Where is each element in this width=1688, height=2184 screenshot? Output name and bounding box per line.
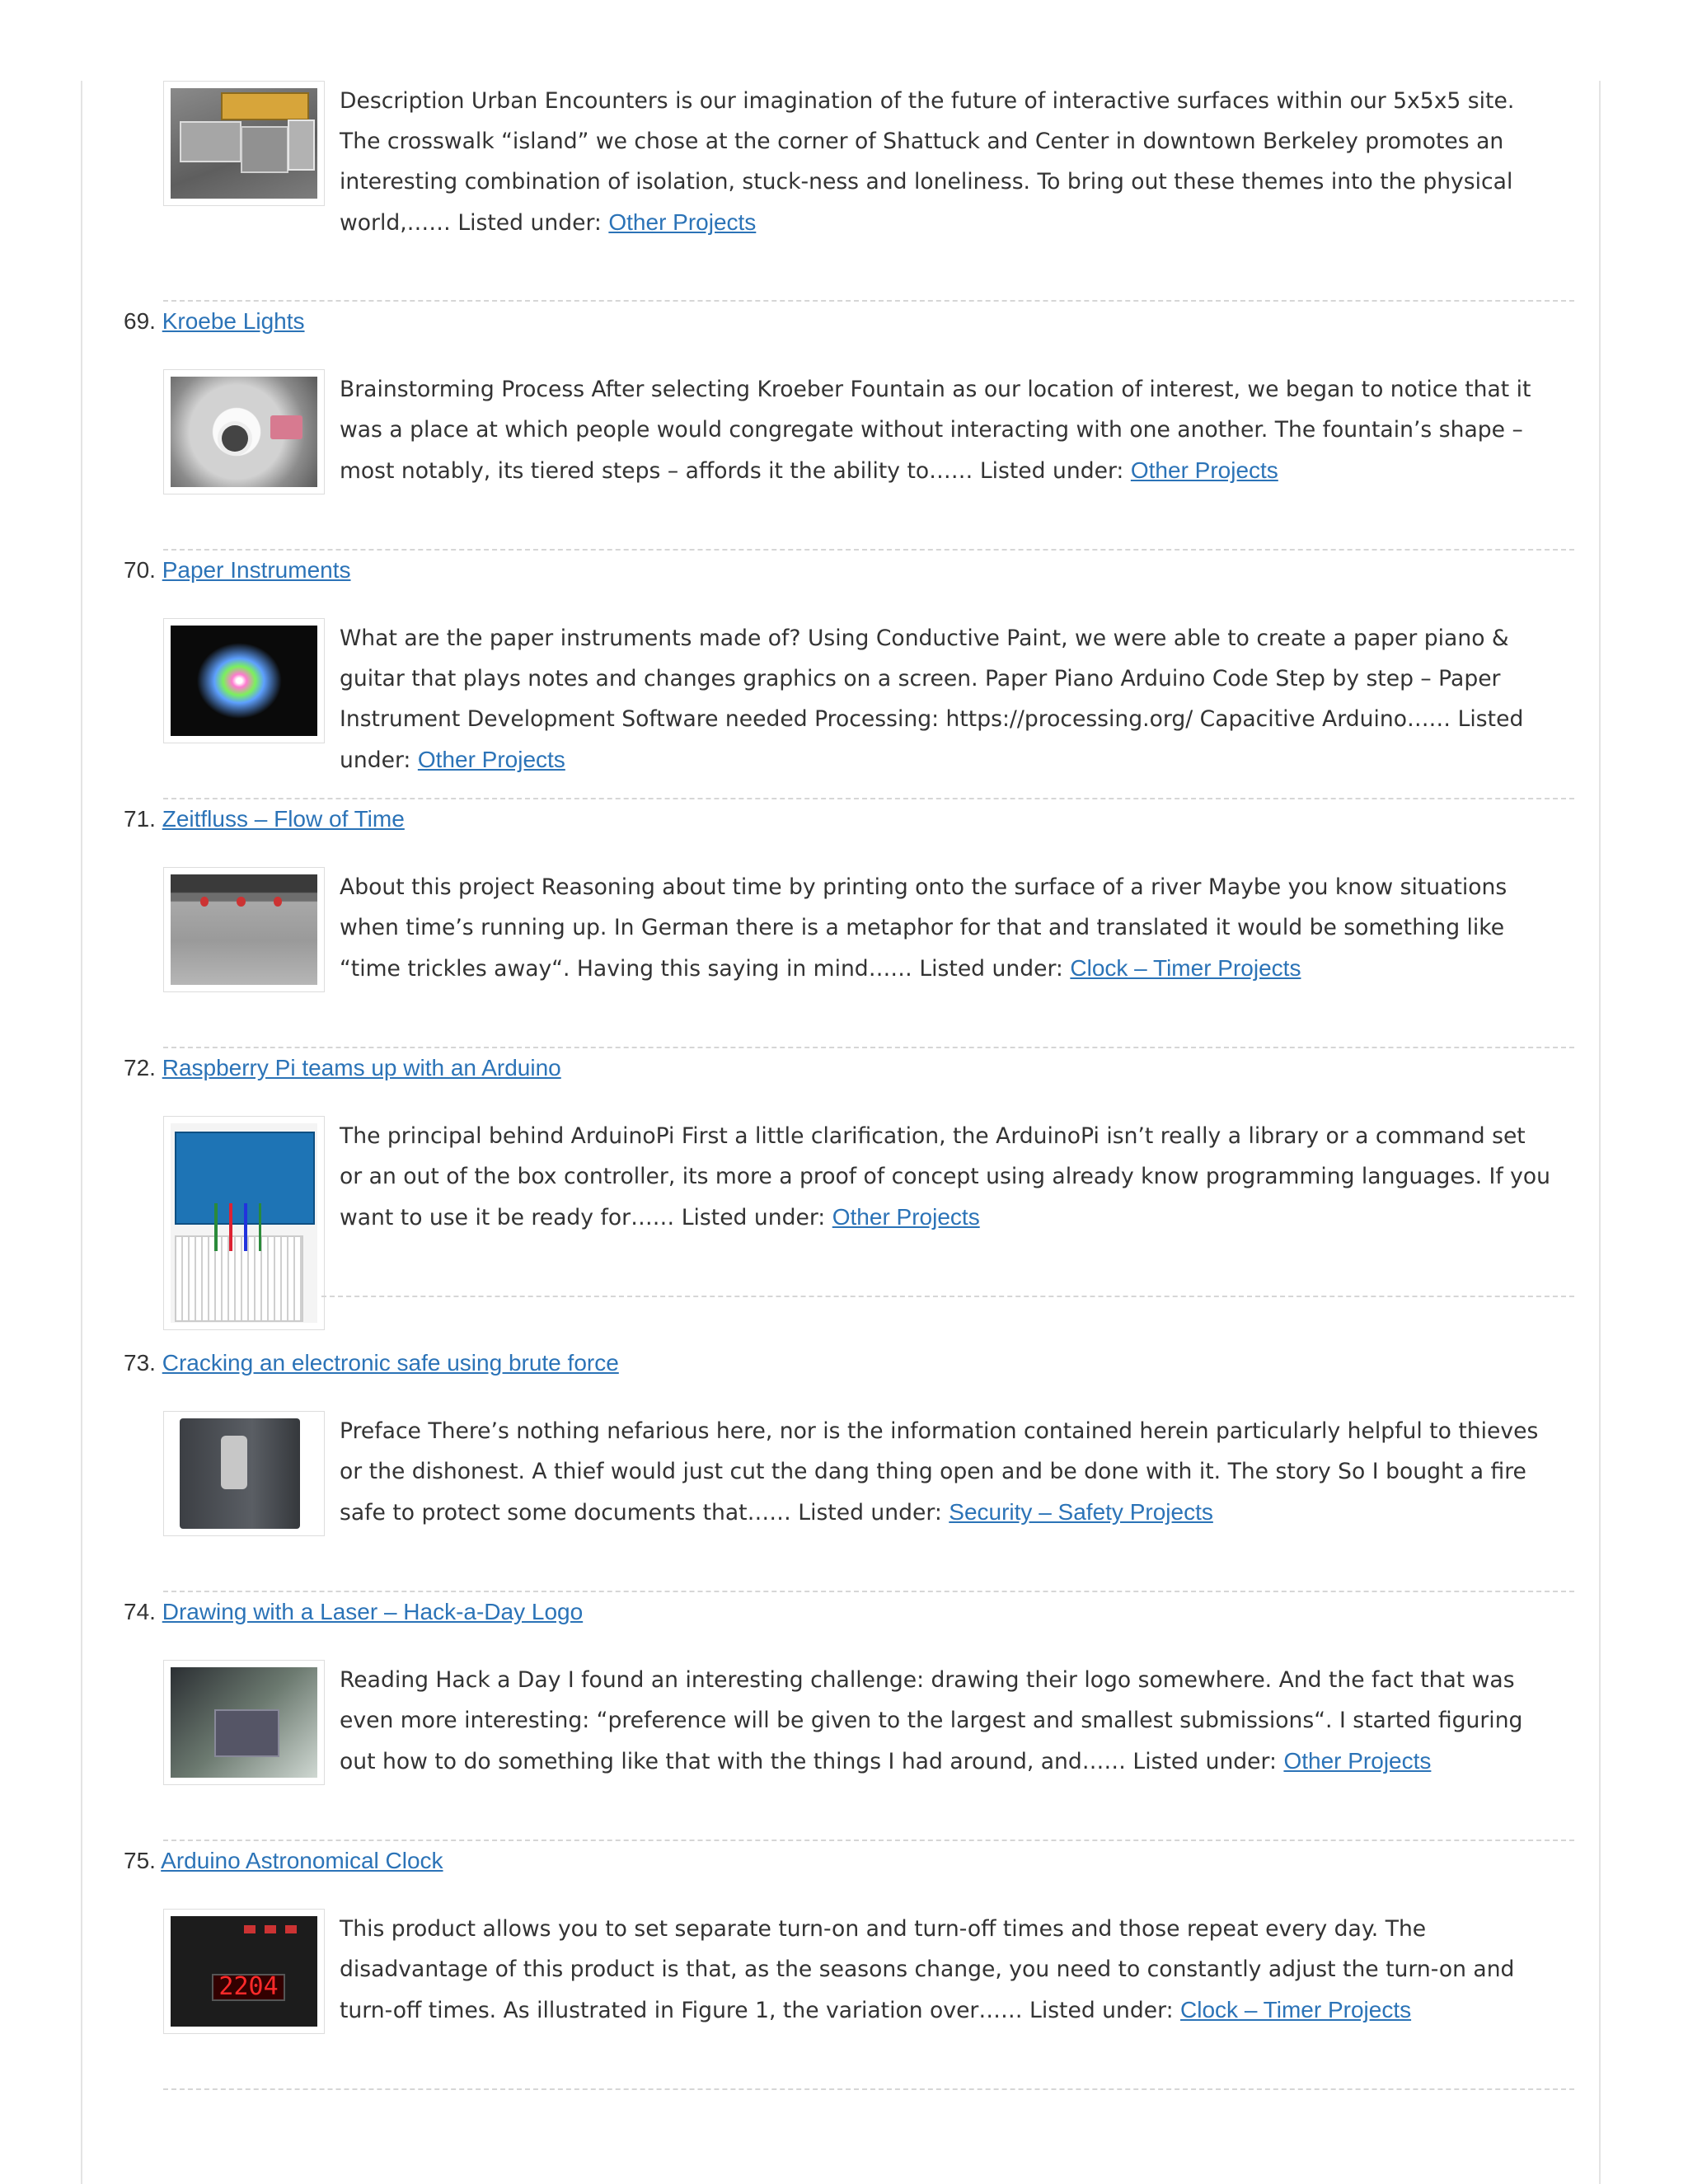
entry-number: 73. (124, 1350, 156, 1376)
project-title-link[interactable]: Arduino Astronomical Clock (161, 1848, 443, 1873)
project-description (340, 867, 1551, 989)
project-title-link[interactable]: Kroebe Lights (162, 308, 305, 334)
project-description (340, 1909, 1551, 2031)
entry-title (124, 804, 405, 834)
entry-title (124, 1597, 583, 1627)
project-thumbnail[interactable] (163, 369, 325, 494)
description-text: Reading Hack a Day I found an interesting challenge: drawing their logo somewhere. And the fact that was even more interesting: “preference will be given to the largest and smallest submissions“. I started figuring out how to do something like that with the things I had around, and…… Listed under: (340, 1667, 1523, 1774)
project-title-link[interactable]: Raspberry Pi teams up with an Arduino (162, 1055, 561, 1080)
entry-title (124, 1846, 443, 1876)
project-thumbnail[interactable] (163, 81, 325, 206)
project-description (340, 1411, 1551, 1533)
entry-number: 72. (124, 1055, 156, 1080)
project-title-link[interactable]: Paper Instruments (162, 557, 351, 583)
project-thumbnail[interactable] (163, 618, 325, 743)
electronic-safe-thumbnail (171, 1418, 317, 1529)
entry-title (124, 1348, 619, 1378)
description-text: The principal behind ArduinoPi First a little clarification, the ArduinoPi isn’t really a library or a command set or an out of the box controller, its more a proof of concept using already know programming languages. If you want to use it be ready for…… Listed under: (340, 1123, 1551, 1230)
urban-encounters-thumbnail (171, 88, 317, 199)
category-link[interactable]: Security – Safety Projects (949, 1499, 1213, 1525)
kroebe-lights-thumbnail (171, 377, 317, 487)
separator (163, 1591, 1574, 1592)
category-link[interactable]: Other Projects (832, 1204, 980, 1230)
separator (163, 549, 1574, 551)
description-text: About this project Reasoning about time by printing onto the surface of a river Maybe you know situations when time’s running up. In German there is a metaphor for that and translated it would be something like “time trickles away“. Having this saying in mind…… Listed under: (340, 874, 1507, 982)
entry-title (124, 555, 351, 585)
description-text: Brainstorming Process After selecting Kroeber Fountain as our location of interest, we began to notice that it was a place at which people would congregate without interacting with one another. The fountain’s shape – most notably, its tiered steps – affords it the ability to…… Listed under: (340, 377, 1531, 484)
category-link[interactable]: Other Projects (417, 747, 565, 772)
zeitfluss-thumbnail (171, 874, 317, 985)
category-link[interactable]: Clock – Timer Projects (1070, 955, 1301, 981)
project-description (340, 618, 1551, 780)
separator (163, 1047, 1574, 1048)
entry-number: 69. (124, 308, 156, 334)
project-thumbnail[interactable] (163, 1909, 325, 2034)
entry-title (124, 1053, 561, 1083)
laser-drawing-thumbnail (171, 1667, 317, 1778)
clock-display: 2204 (218, 1971, 279, 2001)
project-description (340, 1660, 1551, 1782)
description-text: What are the paper instruments made of? Using Conductive Paint, we were able to create a paper piano & guitar that plays notes and changes graphics on a screen. Paper Piano Arduino Code Step by step – Paper Instrument Development Software needed Processing: https://processing.org/ Capacitive Arduino…… Listed under: (340, 626, 1524, 773)
separator (321, 1296, 1574, 1297)
separator (163, 798, 1574, 799)
description-text: This product allows you to set separate turn-on and turn-off times and those repeat every day. The disadvantage of this product is that, as the seasons change, you need to constantly adjust the turn-on and turn-off times. As illustrated in Figure 1, the variation over…… Listed under: (340, 1916, 1515, 2023)
project-thumbnail[interactable] (163, 1411, 325, 1536)
separator (163, 300, 1574, 302)
project-description (340, 81, 1551, 243)
category-link[interactable]: Other Projects (608, 209, 757, 235)
project-thumbnail[interactable] (163, 1116, 325, 1330)
entry-number: 71. (124, 806, 156, 832)
entry-number: 75. (124, 1848, 156, 1873)
paper-instruments-thumbnail (171, 626, 317, 736)
project-title-link[interactable]: Zeitfluss – Flow of Time (162, 806, 405, 832)
description-text: Description Urban Encounters is our imagination of the future of interactive surfaces within our 5x5x5 site. The crosswalk “island” we chose at the corner of Shattuck and Center in downtown Berkeley promotes an interesting combination of isolation, stuck-ness and loneliness. To bring out these themes into the physical world,…… Listed under: (340, 88, 1515, 236)
separator (163, 1840, 1574, 1841)
separator (163, 2088, 1574, 2090)
astronomical-clock-thumbnail (171, 1916, 317, 2027)
category-link[interactable]: Other Projects (1283, 1748, 1432, 1774)
category-link[interactable]: Clock – Timer Projects (1180, 1997, 1412, 2022)
arduino-pi-thumbnail (171, 1123, 317, 1323)
project-title-link[interactable]: Drawing with a Laser – Hack-a-Day Logo (162, 1599, 584, 1624)
project-thumbnail[interactable] (163, 867, 325, 992)
project-description (340, 369, 1551, 491)
entry-number: 74. (124, 1599, 156, 1624)
project-description (340, 1116, 1551, 1238)
project-thumbnail[interactable] (163, 1660, 325, 1785)
description-text: Preface There’s nothing nefarious here, nor is the information contained herein particularly helpful to thieves or the dishonest. A thief would just cut the dang thing open and be done with it. The story So I bought a fire safe to protect some documents that…… Listed under: (340, 1418, 1539, 1526)
entry-number: 70. (124, 557, 156, 583)
category-link[interactable]: Other Projects (1130, 457, 1278, 483)
entry-title (124, 307, 305, 336)
project-title-link[interactable]: Cracking an electronic safe using brute force (162, 1350, 619, 1376)
